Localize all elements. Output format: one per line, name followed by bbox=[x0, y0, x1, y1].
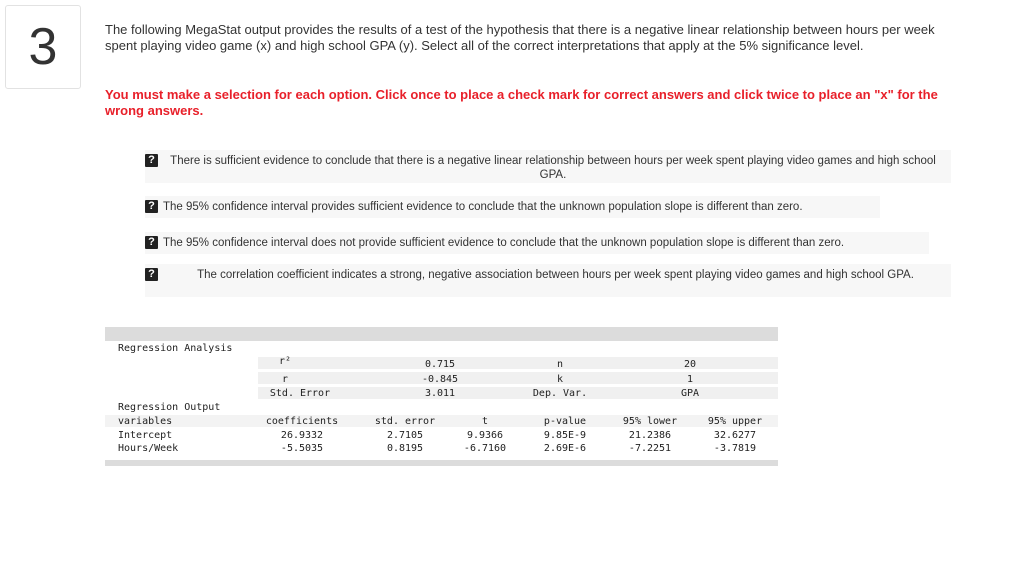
col-header-95-lower: 95% lower bbox=[622, 416, 678, 427]
instruction-text: You must make a selection for each option. Click once to place a check mark for correct answers and click twice to place an "x" for the wrong answers. bbox=[105, 87, 938, 118]
col-header-variables: variables bbox=[118, 416, 173, 427]
answer-option-text: There is sufficient evidence to conclude that there is a negative linear relationship between hours per week spent playing video games and high school GPA. bbox=[170, 155, 936, 181]
answer-option-2[interactable] bbox=[145, 196, 880, 218]
n-label: n bbox=[556, 359, 564, 370]
intercept-t: 9.9366 bbox=[466, 430, 504, 441]
r-value: -0.845 bbox=[421, 374, 459, 385]
answer-option-1[interactable] bbox=[145, 150, 951, 183]
hours-p-value: 2.69E-6 bbox=[543, 443, 587, 454]
answer-option-text: The 95% confidence interval does not provide sufficient evidence to conclude that the unknown population slope is different than zero. bbox=[163, 237, 845, 249]
dep-var-label: Dep. Var. bbox=[532, 388, 588, 399]
question-number: 3 bbox=[5, 5, 81, 89]
n-value: 20 bbox=[683, 359, 697, 370]
std-error-label: Std. Error bbox=[269, 388, 331, 399]
dep-var-value: GPA bbox=[680, 388, 700, 399]
r2-value: 0.715 bbox=[424, 359, 456, 370]
k-value: 1 bbox=[686, 374, 694, 385]
regression-output-table bbox=[105, 327, 778, 466]
question-mark-icon[interactable]: ? bbox=[145, 268, 158, 281]
question-mark-icon[interactable]: ? bbox=[145, 236, 158, 249]
intercept-p-value: 9.85E-9 bbox=[543, 430, 587, 441]
col-header-95-upper: 95% upper bbox=[707, 416, 763, 427]
hours-t: -6.7160 bbox=[463, 443, 507, 454]
hours-95-upper: -3.7819 bbox=[713, 443, 757, 454]
table-row-intercept-label: Intercept bbox=[118, 430, 173, 441]
col-header-coefficients: coefficients bbox=[265, 416, 339, 427]
answer-option-text: The 95% confidence interval provides sufficient evidence to conclude that the unknown population slope is different than zero. bbox=[163, 201, 803, 213]
table-top-bar bbox=[105, 327, 778, 341]
std-error-value: 3.011 bbox=[424, 388, 456, 399]
hours-95-lower: -7.2251 bbox=[628, 443, 672, 454]
intercept-95-upper: 32.6277 bbox=[713, 430, 757, 441]
r-label: r bbox=[281, 374, 289, 385]
answer-option-3[interactable] bbox=[145, 232, 929, 254]
hours-coefficient: -5.5035 bbox=[280, 443, 324, 454]
question-mark-icon[interactable]: ? bbox=[145, 154, 158, 167]
answer-option-4[interactable] bbox=[145, 264, 951, 297]
col-header-t: t bbox=[481, 416, 489, 427]
intercept-std-error: 2.7105 bbox=[386, 430, 424, 441]
table-bottom-bar bbox=[105, 460, 778, 466]
k-label: k bbox=[556, 374, 564, 385]
intercept-coefficient: 26.9332 bbox=[280, 430, 324, 441]
intercept-95-lower: 21.2386 bbox=[628, 430, 672, 441]
regression-output-title: Regression Output bbox=[118, 402, 221, 413]
answer-option-text: The correlation coefficient indicates a strong, negative association between hours per week spent playing video games and high school GPA. bbox=[197, 269, 914, 281]
question-prompt: The following MegaStat output provides the results of a test of the hypothesis that there is a negative linear relationship between hours per week spent playing video game (x) and high school GPA (y). Select all of the correct interpretations that apply at the 5% significance level. bbox=[105, 22, 935, 53]
col-header-std-error: std. error bbox=[374, 416, 436, 427]
question-mark-icon[interactable]: ? bbox=[145, 200, 158, 213]
col-header-p-value: p-value bbox=[543, 416, 587, 427]
r2-label: r² bbox=[278, 356, 292, 367]
hours-std-error: 0.8195 bbox=[386, 443, 424, 454]
regression-analysis-title: Regression Analysis bbox=[118, 343, 233, 354]
table-row-hours-label: Hours/Week bbox=[118, 443, 179, 454]
